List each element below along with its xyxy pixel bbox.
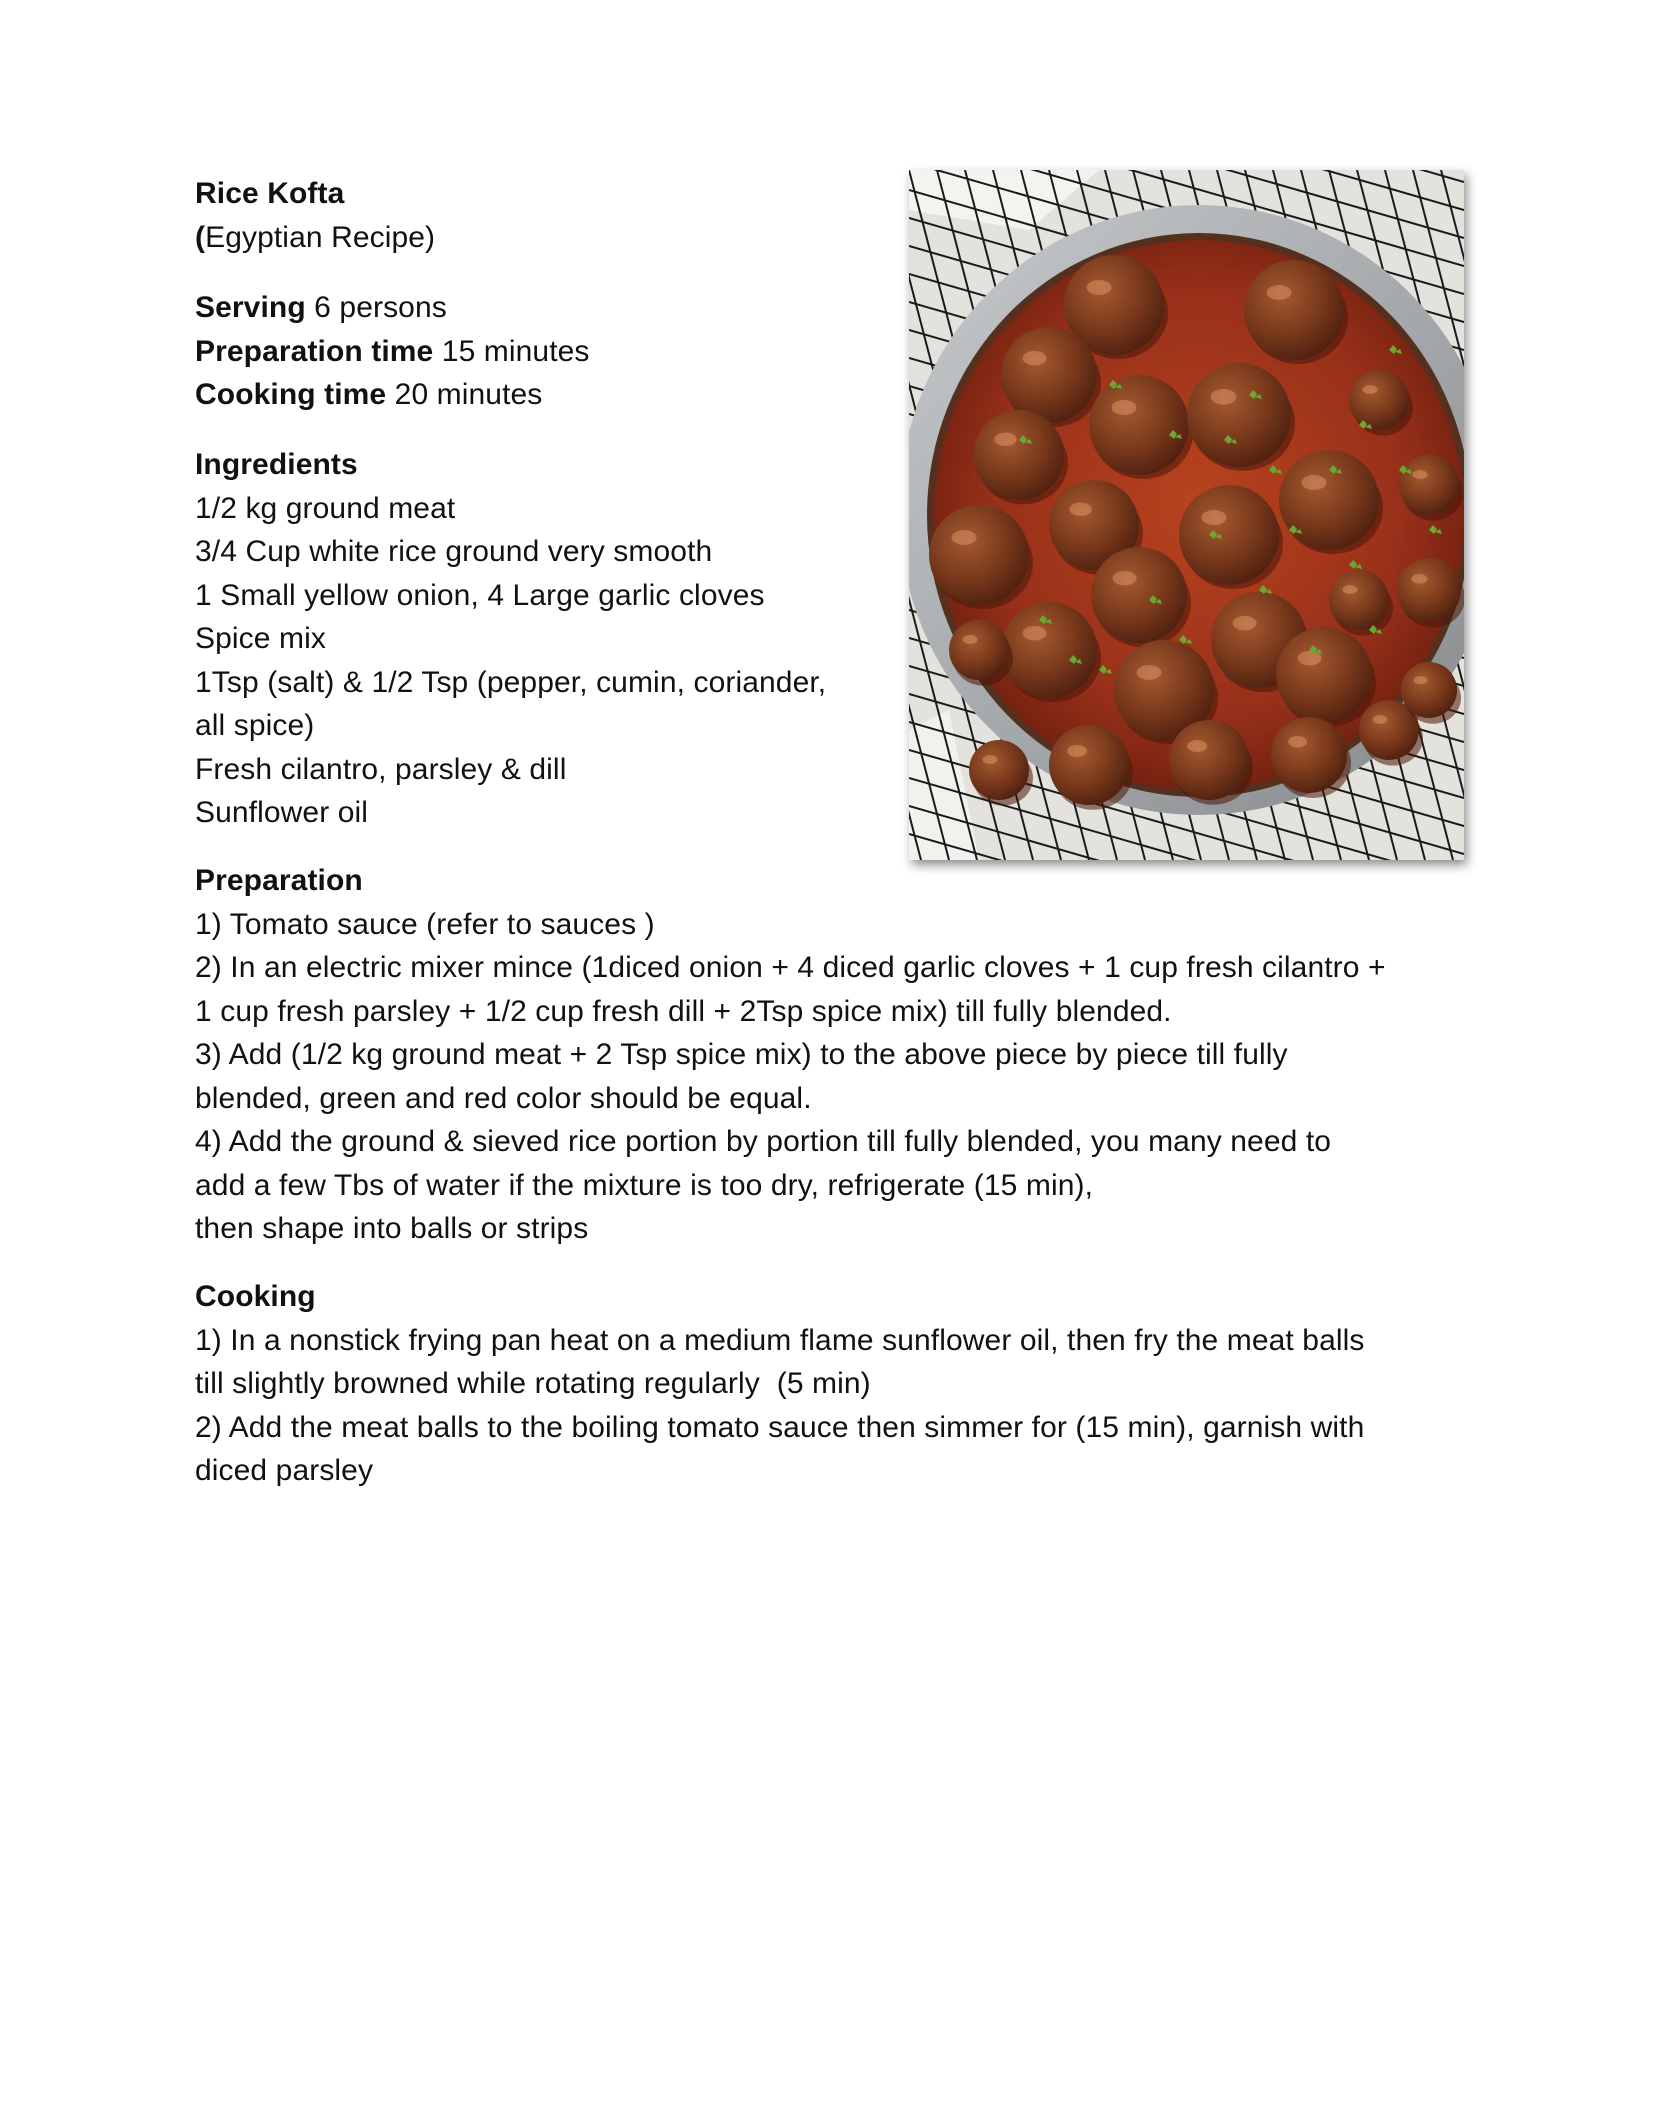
preparation-line: 1 cup fresh parsley + 1/2 cup fresh dill + 2Tsp spice mix) till fully blended. xyxy=(195,994,1172,1028)
ingredient-line: 1 Small yellow onion, 4 Large garlic cloves xyxy=(195,578,765,612)
meatball-highlight xyxy=(1414,676,1428,684)
meatball-highlight xyxy=(983,755,998,764)
preparation-heading: Preparation xyxy=(195,864,363,897)
meatball-highlight xyxy=(1187,740,1207,752)
meatball-highlight xyxy=(963,635,978,644)
preparation-line: blended, green and red color should be equal. xyxy=(195,1081,812,1115)
meatball xyxy=(1001,602,1097,698)
cooking-line: 1) In a nonstick frying pan heat on a medium flame sunflower oil, then fry the meat balls xyxy=(195,1323,1365,1357)
preparation-line: add a few Tbs of water if the mixture is too dry, refrigerate (15 min), xyxy=(195,1168,1094,1202)
cook-time-value: 20 minutes xyxy=(386,378,543,411)
meatball-highlight xyxy=(1288,736,1307,747)
prep-time-line xyxy=(195,330,590,374)
meatball-highlight xyxy=(1302,475,1327,490)
meatball xyxy=(974,410,1064,500)
preparation-block xyxy=(195,859,1495,1251)
ingredient-line: Spice mix xyxy=(195,622,326,655)
meatball-highlight xyxy=(1137,665,1162,680)
cook-time-line xyxy=(195,373,590,417)
meatball-highlight xyxy=(952,530,977,545)
subtitle-paren: ( xyxy=(195,220,206,254)
meatball xyxy=(1329,570,1389,630)
meatball xyxy=(1091,547,1187,643)
meatball-highlight xyxy=(1113,571,1137,585)
meatball xyxy=(1279,450,1379,550)
cooking-heading: Cooking xyxy=(195,1280,316,1313)
meatball xyxy=(1187,363,1291,467)
ingredient-line: 1/2 kg ground meat xyxy=(195,491,456,525)
preparation-line: 3) Add (1/2 kg ground meat + 2 Tsp spice mix) to the above piece by piece till fully xyxy=(195,1038,1288,1071)
meatballs-photo-icon xyxy=(909,170,1464,860)
meatball xyxy=(1399,455,1459,515)
meatball-highlight xyxy=(1023,351,1047,365)
title-block xyxy=(195,172,435,259)
cooking-line: till slightly browned while rotating regularly (5 min) xyxy=(195,1367,871,1400)
meatball xyxy=(929,505,1029,605)
meatball-highlight xyxy=(1233,616,1257,630)
recipe-subtitle xyxy=(195,216,435,260)
meatball-highlight xyxy=(1202,510,1227,525)
meatball xyxy=(1244,260,1344,360)
ingredient-line: Sunflower oil xyxy=(195,796,369,829)
meatball-highlight xyxy=(1343,585,1358,594)
meatball xyxy=(1349,370,1409,430)
meatball-highlight xyxy=(1373,715,1388,724)
prep-time-value: 15 minutes xyxy=(433,334,590,368)
recipe-title: Rice Kofta xyxy=(195,177,345,210)
meatball-highlight xyxy=(1298,651,1322,665)
serving-label: Serving xyxy=(195,291,306,324)
cooking-line: 2) Add the meat balls to the boiling tomato sauce then simmer for (15 min), garnish with xyxy=(195,1410,1365,1444)
ingredients-block xyxy=(195,443,826,835)
meatball xyxy=(1276,627,1372,723)
cooking-line: diced parsley xyxy=(195,1454,374,1487)
meatball xyxy=(1397,558,1461,622)
serving-line xyxy=(195,286,590,330)
meatball-highlight xyxy=(1112,400,1137,415)
prep-time-label: Preparation time xyxy=(195,334,434,368)
serving-value: 6 persons xyxy=(305,291,447,324)
meatball xyxy=(1001,327,1097,423)
meatball xyxy=(1169,720,1249,800)
cooking-block xyxy=(195,1275,1495,1493)
meatball-highlight xyxy=(1023,626,1047,640)
meatball-highlight xyxy=(1067,745,1087,757)
meatball xyxy=(1049,725,1129,805)
meta-block xyxy=(195,286,590,417)
meatball xyxy=(969,740,1029,800)
preparation-line: 2) In an electric mixer mince (1diced onion + 4 diced garlic cloves + 1 cup fresh cilantro + xyxy=(195,951,1386,984)
meatball xyxy=(1271,717,1347,793)
subtitle-text: Egyptian Recipe) xyxy=(205,220,436,254)
preparation-line: then shape into balls or strips xyxy=(195,1212,589,1245)
meatball-highlight xyxy=(994,433,1017,447)
cook-time-label: Cooking time xyxy=(195,378,387,411)
meatball-highlight xyxy=(1069,503,1092,517)
meatball xyxy=(1089,375,1189,475)
meatball-highlight xyxy=(1210,389,1236,405)
preparation-line: 1) Tomato sauce (refer to sauces ) xyxy=(195,907,655,941)
meatball-highlight xyxy=(1411,574,1427,584)
meatball xyxy=(1179,485,1279,585)
meatball-highlight xyxy=(1413,470,1428,479)
ingredient-line: 1Tsp (salt) & 1/2 Tsp (pepper, cumin, coriander, xyxy=(195,665,827,699)
meatball-highlight xyxy=(1267,285,1292,300)
meatball-highlight xyxy=(1087,280,1112,295)
ingredients-heading: Ingredients xyxy=(195,448,358,481)
meatball xyxy=(1401,662,1457,718)
meatball-highlight xyxy=(1363,385,1378,394)
meatball xyxy=(949,620,1009,680)
ingredient-line: 3/4 Cup white rice ground very smooth xyxy=(195,535,713,568)
preparation-line: 4) Add the ground & sieved rice portion by portion till fully blended, you many need to xyxy=(195,1125,1332,1158)
ingredient-line: all spice) xyxy=(195,709,315,742)
meatballs-photo xyxy=(909,170,1464,860)
ingredient-line: Fresh cilantro, parsley & dill xyxy=(195,752,567,786)
